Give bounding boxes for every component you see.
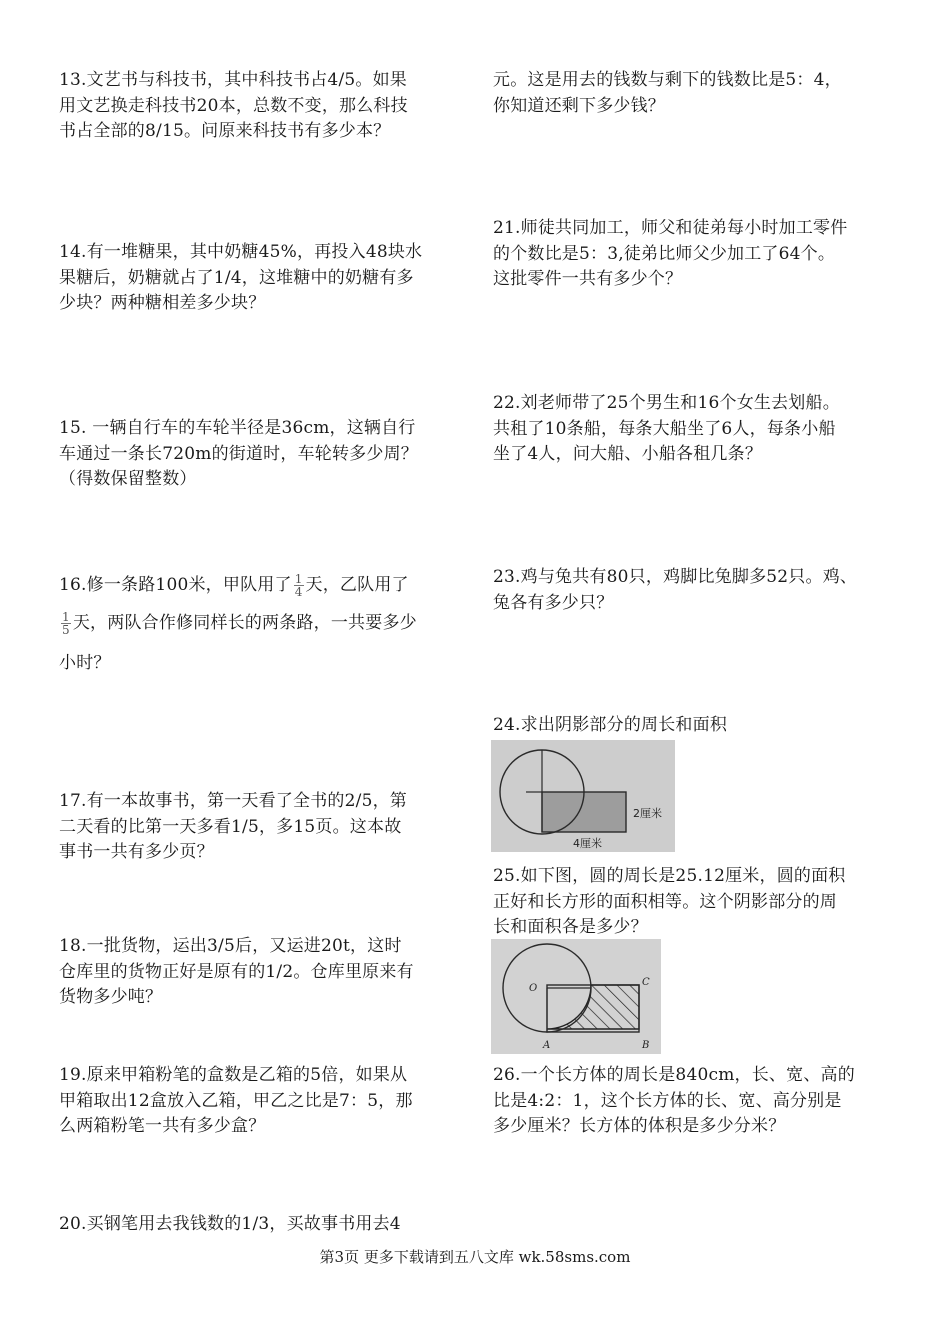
question-24 [493,713,908,739]
q16-part2: 天，乙队用了 [305,575,409,595]
q14-line: 少块？两种糖相差多少块？ [59,293,266,313]
fraction-one-fifth: $\frac{1}{5}$ [62,610,70,637]
q16-part1: 16.修一条路100米，甲队用了 [59,575,292,595]
q22-line: 坐了4人，问大船、小船各租几条？ [493,444,763,464]
label-4cm: 4厘米 [573,837,602,850]
q17-line: 17.有一本故事书，第一天看了全书的2/5，第 [59,791,407,811]
q21-line: 21.师徒共同加工，师父和徒弟每小时加工零件 [493,218,848,238]
fraction-one-quarter: $\frac{1}{4}$ [294,572,303,599]
q23-line: 23.鸡与兔共有80只，鸡脚比兔脚多52只。鸡、 [493,567,858,587]
label-c: C [642,977,650,988]
q18-line: 18.一批货物，运出3/5后，又运进20t，这时 [59,936,402,956]
label-o: O [529,983,538,994]
question-17 [59,789,461,866]
question-23 [493,565,908,616]
question-20-continued [493,68,908,119]
page-footer: 第3页 更多下载请到五八文库 wk.58sms.com [319,1248,631,1266]
q15-line: 15. 一辆自行车的车轮半径是36cm，这辆自行 [59,418,416,438]
q13-line: 13.文艺书与科技书，其中科技书占4/5。如果 [59,70,407,90]
question-20 [59,1212,461,1238]
q26-line: 比是4:2：1，这个长方体的长、宽、高分别是 [493,1090,842,1111]
question-14 [59,240,461,317]
question-22 [493,391,908,468]
q23-line: 兔各有多少只？ [493,592,614,613]
q22-line: 共租了10条船，每条大船坐了6人，每条小船 [493,418,836,439]
q20-cont-line: 元。这是用去的钱数与剩下的钱数比是5：4， [493,70,842,90]
q25-line: 25.如下图，圆的周长是25.12厘米，圆的面积 [493,866,846,886]
q17-line: 事书一共有多少页？ [59,842,214,862]
q22-line: 22.刘老师带了25个男生和16个女生去划船。 [493,393,840,413]
q21-line: 的个数比是5：3,徒弟比师父少加工了64个。 [493,243,836,264]
question-15 [59,416,461,493]
q13-line: 用文艺换走科技书20本，总数不变，那么科技 [59,95,408,116]
q26-line: 26.一个长方体的周长是840cm，长、宽、高的 [493,1065,855,1085]
q24-line: 24.求出阴影部分的周长和面积 [493,715,728,735]
figure-circle-rectangle-24 [491,740,675,852]
label-b: B [642,1040,650,1051]
question-18 [59,934,461,1011]
q13-line: 书占全部的8/15。问原来科技书有多少本？ [59,121,391,141]
question-26 [493,1063,908,1140]
q16-part4: 小时？ [59,653,111,673]
label-2cm: 2厘米 [633,807,662,820]
q19-line: 19.原来甲箱粉笔的盒数是乙箱的5倍，如果从 [59,1065,408,1085]
question-25 [493,864,908,941]
question-21 [493,216,908,293]
q21-line: 这批零件一共有多少个？ [493,269,683,289]
q25-line: 长和面积各是多少？ [493,917,648,937]
question-16 [59,572,461,676]
label-a: A [543,1040,551,1051]
q17-line: 二天看的比第一天多看1/5，多15页。这本故 [59,816,402,837]
q19-line: 甲箱取出12盒放入乙箱，甲乙之比是7：5，那 [59,1090,413,1111]
q19-line: 么两箱粉笔一共有多少盒？ [59,1116,266,1136]
q20-line: 20.买钢笔用去我钱数的1/3，买故事书用去4 [59,1214,401,1234]
q15-line: （得数保留整数） [59,469,197,489]
q14-line: 果糖后，奶糖就占了1/4，这堆糖中的奶糖有多 [59,267,414,288]
q15-line: 车通过一条长720m的街道时，车轮转多少周？ [59,443,418,464]
q18-line: 仓库里的货物正好是原有的1/2。仓库里原来有 [59,961,414,982]
q20-cont-line: 你知道还剩下多少钱？ [493,95,665,116]
question-19 [59,1063,461,1140]
q14-line: 14.有一堆糖果，其中奶糖45%，再投入48块水 [59,242,423,262]
q26-line: 多少厘米？长方体的体积是多少分米？ [493,1116,786,1136]
figure-circle-hatched-25 [491,939,661,1054]
q18-line: 货物多少吨？ [59,987,163,1007]
question-13 [59,68,461,145]
q16-part3: 天，两队合作修同样长的两条路，一共要多少 [72,613,417,633]
q25-line: 正好和长方形的面积相等。这个阴影部分的周 [493,891,837,912]
